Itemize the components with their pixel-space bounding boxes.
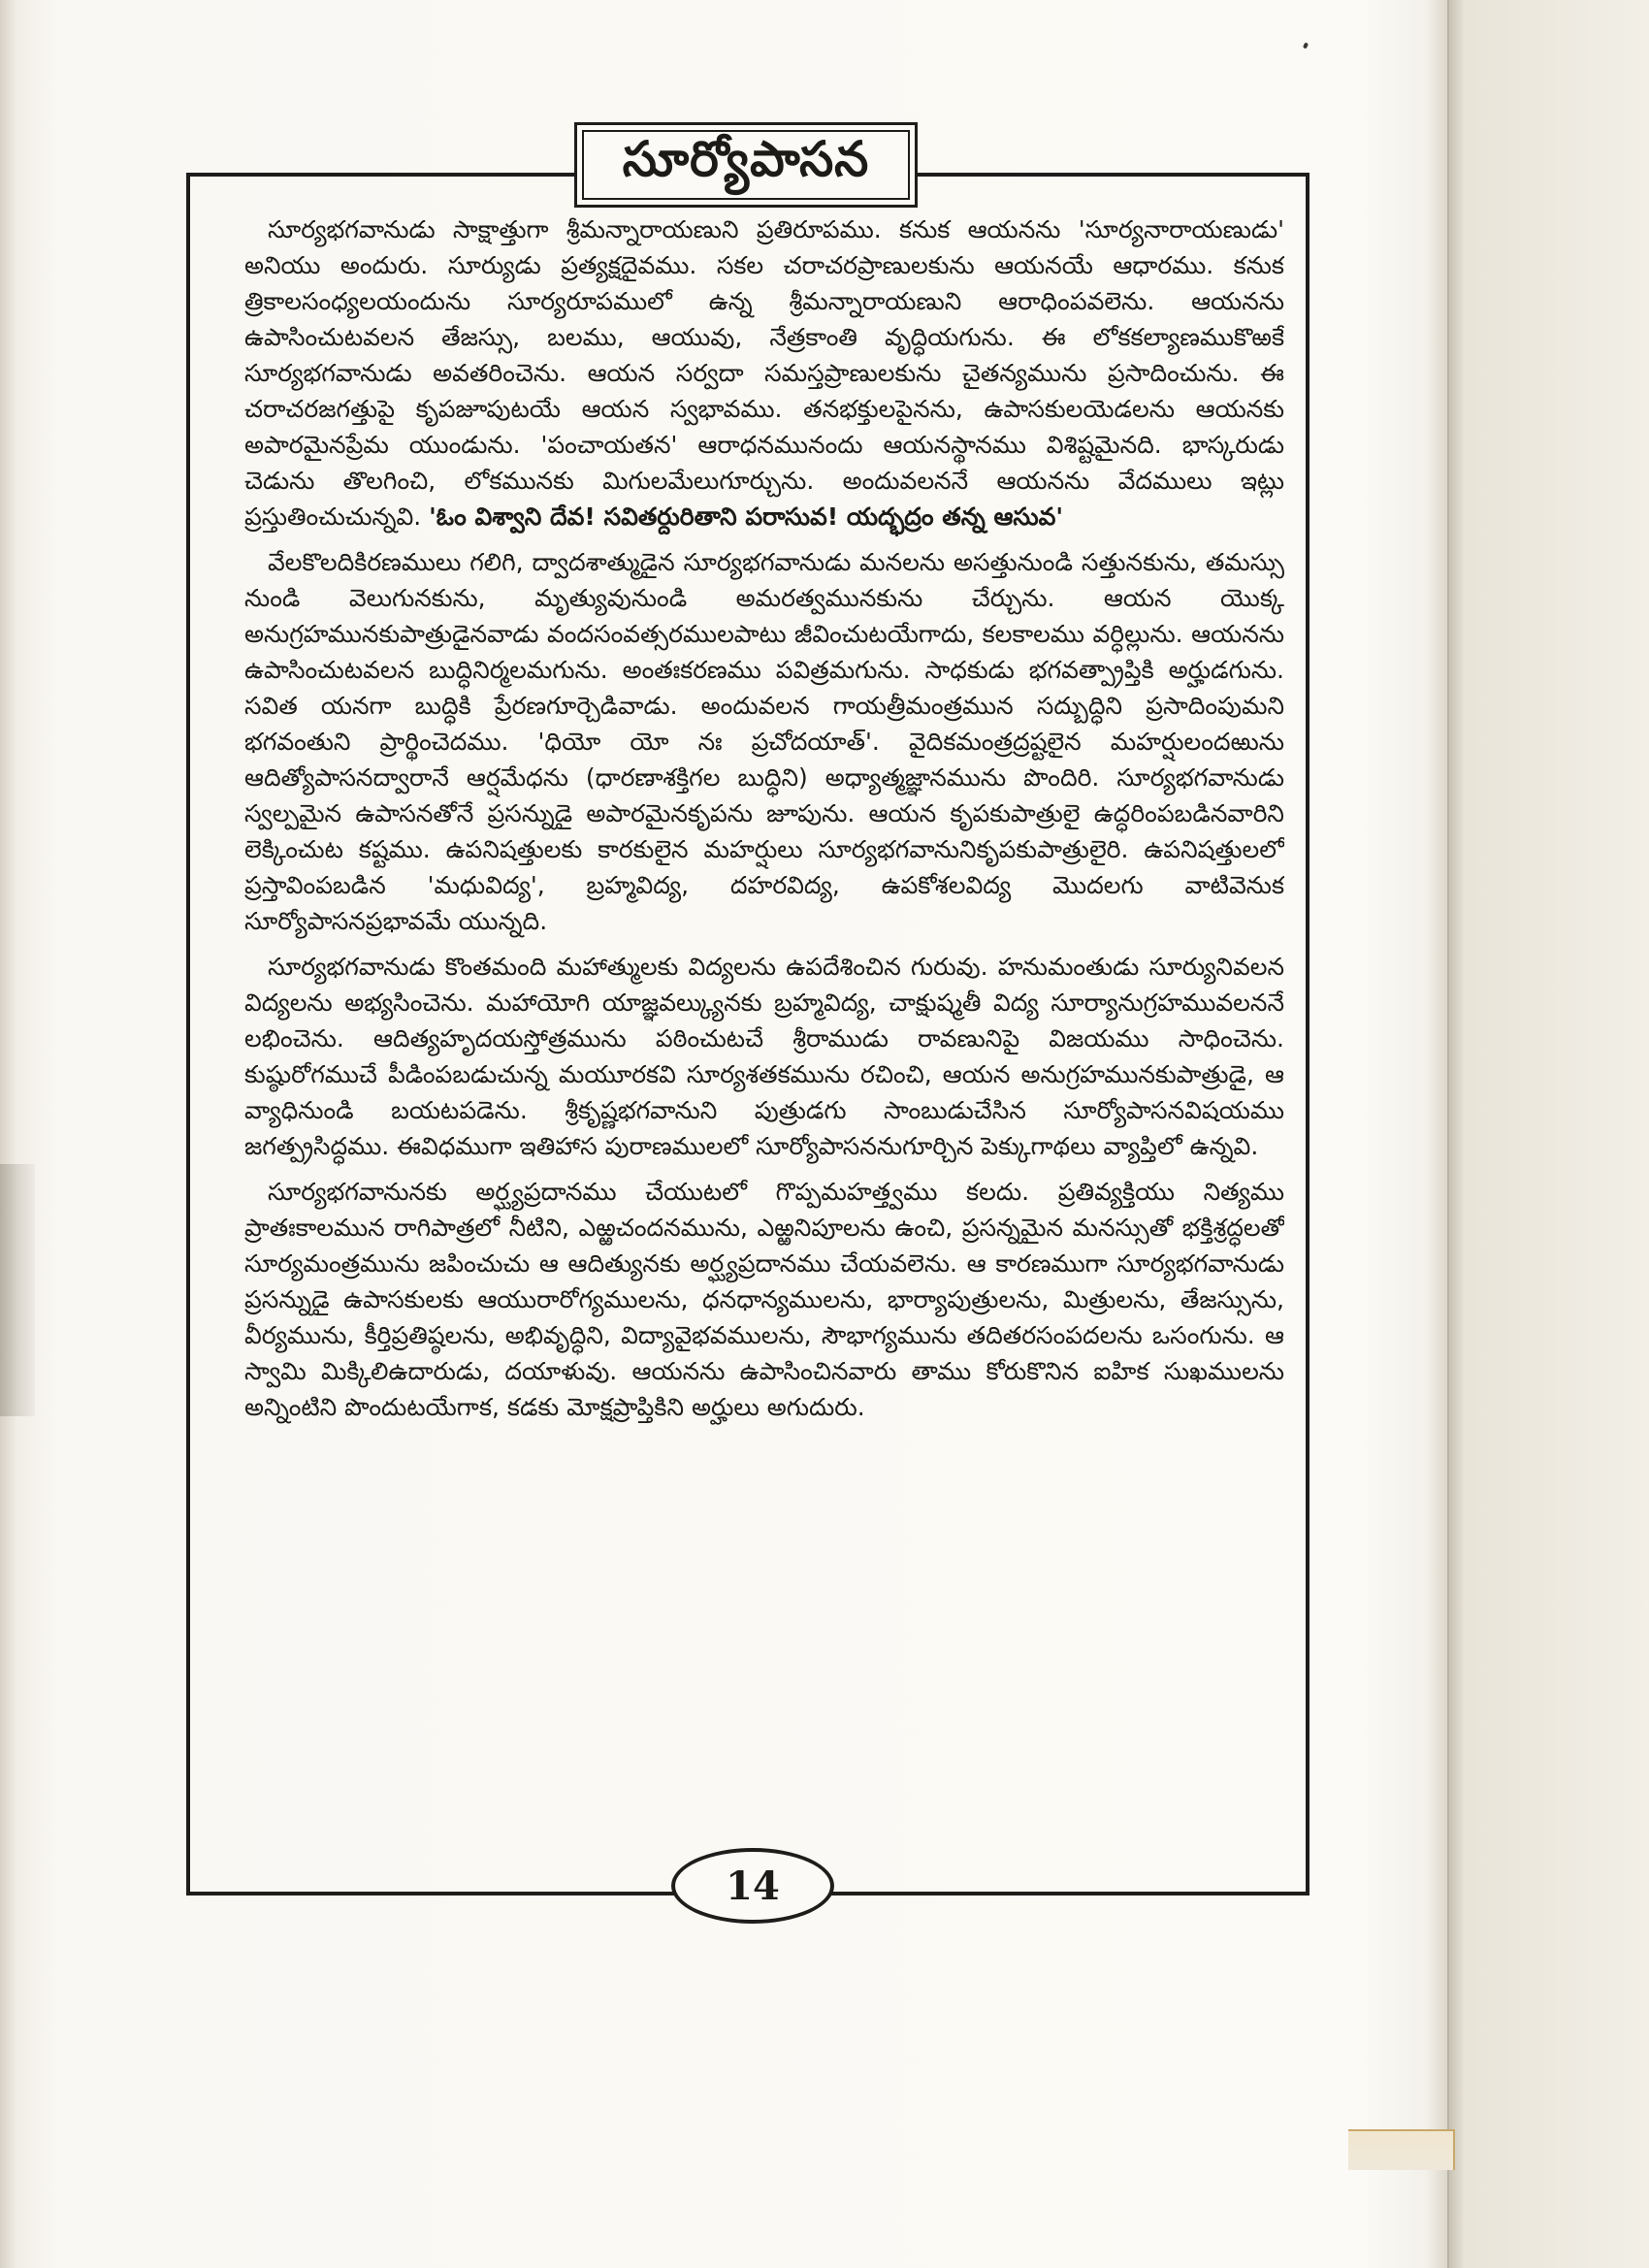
- page-number: 14: [671, 1848, 834, 1924]
- paragraph-2-text: వేలకొలదికిరణములు గలిగి, ద్వాదశాత్ముడైన సూర్యభగవానుడు మనలను అసత్తునుండి సత్తునకును, తమస్సు నుండి వెలుగునకును, మృత్యువునుండి అమరత్వమునకును చేర్చును. ఆయన యొక్క అనుగ్రహమునకుపాత్రుడైనవాడు వందసంవత్సరములపాటు జీవించుటయేగాదు, కలకాలము వర్ధిల్లును. ఆయనను ఉపాసించుటవలన బుద్ధినిర్మలమగును. అంతఃకరణము పవిత్రమగును. సాధకుడు భగవత్ప్రాప్తికి అర్హుడగును. సవిత యనగా బుద్ధికి ప్రేరణగూర్చెడివాడు. అందువలన గాయత్రీమంత్రమున సద్బుద్ధిని ప్రసాదింపుమని భగవంతుని ప్రార్థించెదము. 'ధియో యో నః ప్రచోదయాత్'. వైదికమంత్రద్రష్టలైన మహర్షులందఱును ఆదిత్యోపాసనద్వారానే ఆర్షమేధను (ధారణాశక్తిగల బుద్ధిని) అధ్యాత్మజ్ఞానమును పొందిరి. సూర్యభగవానుడు స్వల్పమైన ఉపాసనతోనే ప్రసన్నుడై అపారమైనకృపను జూపును. ఆయన కృపకుపాత్రులై ఉద్ధరింపబడినవారిని లెక్కించుట కష్టము. ఉపనిషత్తులకు కారకులైన మహర్షులు సూర్యభగవానునికృపకుపాత్రులైరి. ఉపనిషత్తులలో ప్రస్తావింపబడిన 'మధువిద్య', బ్రహ్మవిద్య, దహరవిద్య, ఉపకోశలవిద్య మొదలగు వాటివెనుక సూర్యోపాసనప్రభావమే యున్నది.: [244, 548, 1284, 935]
- article-body: [244, 211, 1284, 1831]
- paragraph-4: [244, 1174, 1284, 1425]
- paragraph-4-text: సూర్యభగవానునకు అర్ఘ్యప్రదానము చేయుటలో గొప్పమహత్త్వము కలదు. ప్రతివ్యక్తియు నిత్యము ప్రాతఃకాలమున రాగిపాత్రలో నీటిని, ఎఱ్ఱచందనమును, ఎఱ్ఱనిపూలను ఉంచి, ప్రసన్నమైన మనస్సుతో భక్తిశ్రద్ధలతో సూర్యమంత్రమును జపించుచు ఆ ఆదిత్యునకు అర్ఘ్యప్రదానము చేయవలెను. ఆ కారణముగా సూర్యభగవానుడు ప్రసన్నుడై ఉపాసకులకు ఆయురారోగ్యములను, ధనధాన్యములను, భార్యాపుత్రులను, మిత్రులను, తేజస్సును, వీర్యమును, కీర్తిప్రతిష్ఠలను, అభివృద్ధిని, విద్యావైభవములను, సౌభాగ్యమును తదితరసంపదలను ఒసంగును. ఆ స్వామి మిక్కిలిఉదారుడు, దయాళువు. ఆయనను ఉపాసించినవారు తాము కోరుకొనిన ఐహిక సుఖములను అన్నింటిని పొందుటయేగాక, కడకు మోక్షప్రాప్తికిని అర్హులు అగుదురు.: [244, 1178, 1284, 1421]
- vedic-quote: 'ఓం విశ్వాని దేవ! సవితర్దురితాని పరాసువ! యద్భద్రం తన్న ఆసువ': [429, 502, 1064, 531]
- title-box: [574, 122, 918, 208]
- page-edges: [1348, 2129, 1455, 2170]
- paragraph-3-text: సూర్యభగవానుడు కొంతమంది మహాత్ములకు విద్యలను ఉపదేశించిన గురువు. హనుమంతుడు సూర్యునివలన విద్యలను అభ్యసించెను. మహాయోగి యాజ్ఞవల్క్యునకు బ్రహ్మవిద్య, చాక్షుష్మతీ విద్య సూర్యానుగ్రహమువలననే లభించెను. ఆదిత్యహృదయస్తోత్రమును పఠించుటచే శ్రీరాముడు రావణునిపై విజయము సాధించెను. కుష్ఠురోగముచే పీడింపబడుచున్న మయూరకవి సూర్యశతకమును రచించి, ఆయన అనుగ్రహమునకుపాత్రుడై, ఆ వ్యాధినుండి బయటపడెను. శ్రీకృష్ణభగవానుని పుత్రుడగు సాంబుడుచేసిన సూర్యోపాసనవిషయము జగత్ప్రసిద్ధము. ఈవిధముగా ఇతిహాస పురాణములలో సూర్యోపాసననుగూర్చిన పెక్కుగాథలు వ్యాప్తిలో ఉన్నవి.: [244, 953, 1284, 1160]
- paragraph-1-text: సూర్యభగవానుడు సాక్షాత్తుగా శ్రీమన్నారాయణుని ప్రతిరూపము. కనుక ఆయనను 'సూర్యనారాయణుడు' అనియు అందురు. సూర్యుడు ప్రత్యక్షదైవము. సకల చరాచరప్రాణులకును ఆయనయే ఆధారము. కనుక త్రికాలసంధ్యలయందును సూర్యరూపములో ఉన్న శ్రీమన్నారాయణుని ఆరాధింపవలెను. ఆయనను ఉపాసించుటవలన తేజస్సు, బలము, ఆయువు, నేత్రకాంతి వృద్ధియగును. ఈ లోకకల్యాణముకొఱకే సూర్యభగవానుడు అవతరించెను. ఆయన సర్వదా సమస్తప్రాణులకును చైతన్యమును ప్రసాదించును. ఈ చరాచరజగత్తుపై కృపజూపుటయే ఆయన స్వభావము. తనభక్తులపైనను, ఉపాసకులయెడలను ఆయనకు అపారమైనప్రేమ యుండును. 'పంచాయతన' ఆరాధనమునందు ఆయనస్థానము విశిష్టమైనది. భాస్కరుడు చెడును తొలగించి, లోకమునకు మిగులమేలుగూర్చును. అందువలననే ఆయనను వేదములు ఇట్లు ప్రస్తుతించుచున్నవి.: [244, 215, 1284, 531]
- page-title: సూర్యోపాసన: [622, 130, 870, 187]
- paragraph-2: [244, 544, 1284, 939]
- paragraph-1: [244, 211, 1284, 535]
- binding-wear: [0, 1164, 35, 1416]
- paragraph-3: [244, 949, 1284, 1164]
